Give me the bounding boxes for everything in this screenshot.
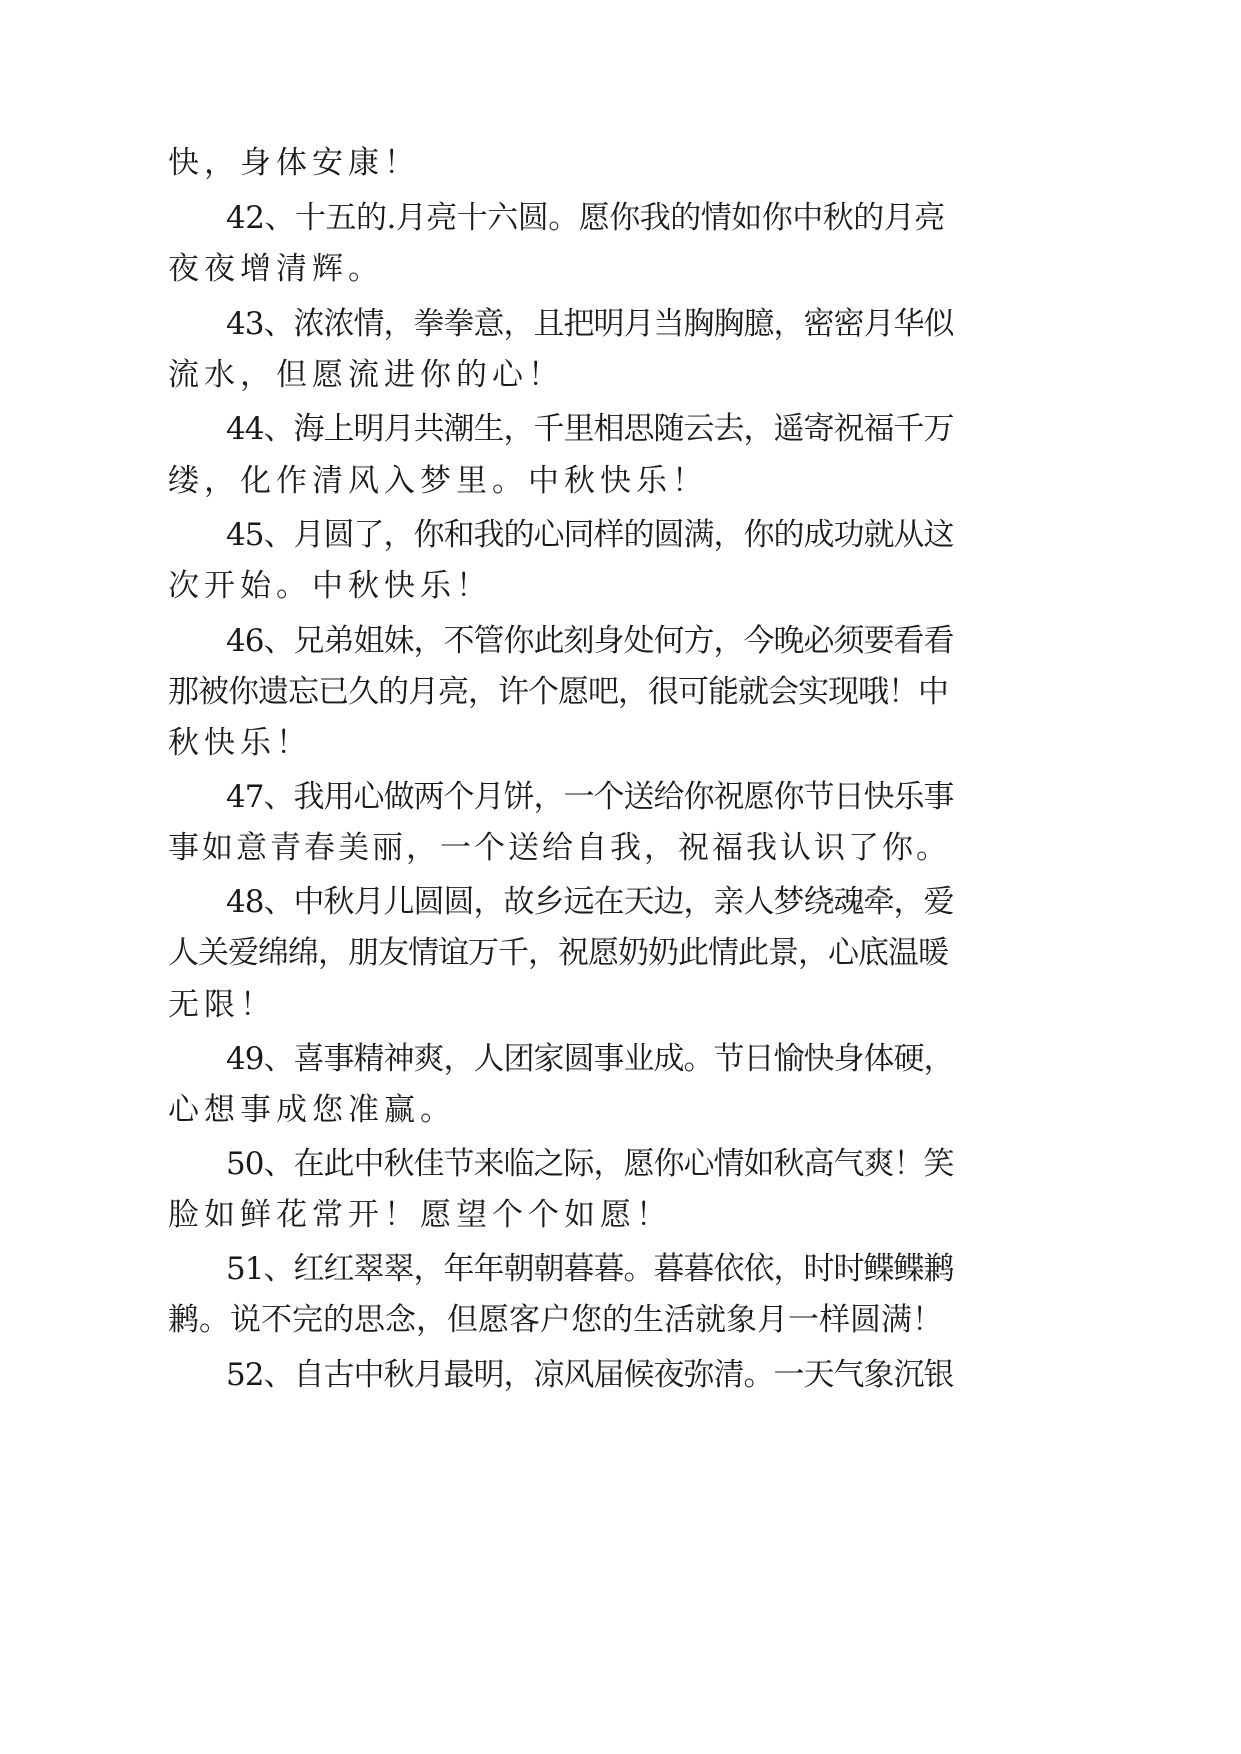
text-line-7: 缕，化作清风入梦里。中秋快乐！	[168, 463, 708, 499]
text-line-15: 48、中秋月儿圆圆，故乡远在天边，亲人梦绕魂牵，爱	[226, 884, 954, 920]
text-line-19: 心想事成您准赢。	[168, 1092, 456, 1128]
text-line-17: 无限！	[168, 987, 276, 1023]
text-line-4: 43、浓浓情，拳拳意，且把明月当胸胸臆，密密月华似	[226, 306, 954, 342]
text-line-6: 44、海上明月共潮生，千里相思随云去，遥寄祝福千万	[226, 411, 954, 447]
text-line-2: 42、十五的.月亮十六圆。愿你我的情如你中秋的月亮	[226, 200, 945, 236]
text-line-24: 52、自古中秋月最明，凉风届候夜弥清。一天气象沉银	[226, 1357, 954, 1393]
text-line-3: 夜夜增清辉。	[168, 251, 384, 287]
text-line-11: 那被你遗忘已久的月亮，许个愿吧，很可能就会实现哦！中	[168, 674, 948, 710]
text-line-9: 次开始。中秋快乐！	[168, 568, 492, 604]
text-line-10: 46、兄弟姐妹，不管你此刻身处何方，今晚必须要看看	[226, 623, 954, 659]
text-line-21: 脸如鲜花常开！愿望个个如愿！	[168, 1197, 672, 1233]
text-line-1: 快，身体安康！	[168, 145, 420, 181]
text-line-23: 鹣。说不完的思念，但愿客户您的生活就象月一样圆满！	[168, 1302, 943, 1338]
text-line-20: 50、在此中秋佳节来临之际，愿你心情如秋高气爽！笑	[226, 1146, 954, 1182]
text-line-13: 47、我用心做两个月饼，一个送给你祝愿你节日快乐事	[226, 779, 954, 815]
text-line-14: 事如意青春美丽，一个送给自我，祝福我认识了你。	[168, 830, 950, 866]
text-line-22: 51、红红翠翠，年年朝朝暮暮。暮暮依依，时时鲽鲽鹣	[226, 1251, 954, 1287]
text-line-16: 人关爱绵绵，朋友情谊万千，祝愿奶奶此情此景，心底温暖	[168, 935, 948, 971]
text-line-18: 49、喜事精神爽，人团家圆事业成。节日愉快身体硬，	[226, 1041, 954, 1077]
text-line-8: 45、月圆了，你和我的心同样的圆满，你的成功就从这	[226, 517, 954, 553]
text-line-12: 秋快乐！	[168, 725, 312, 761]
text-line-5: 流水，但愿流进你的心！	[168, 357, 564, 393]
